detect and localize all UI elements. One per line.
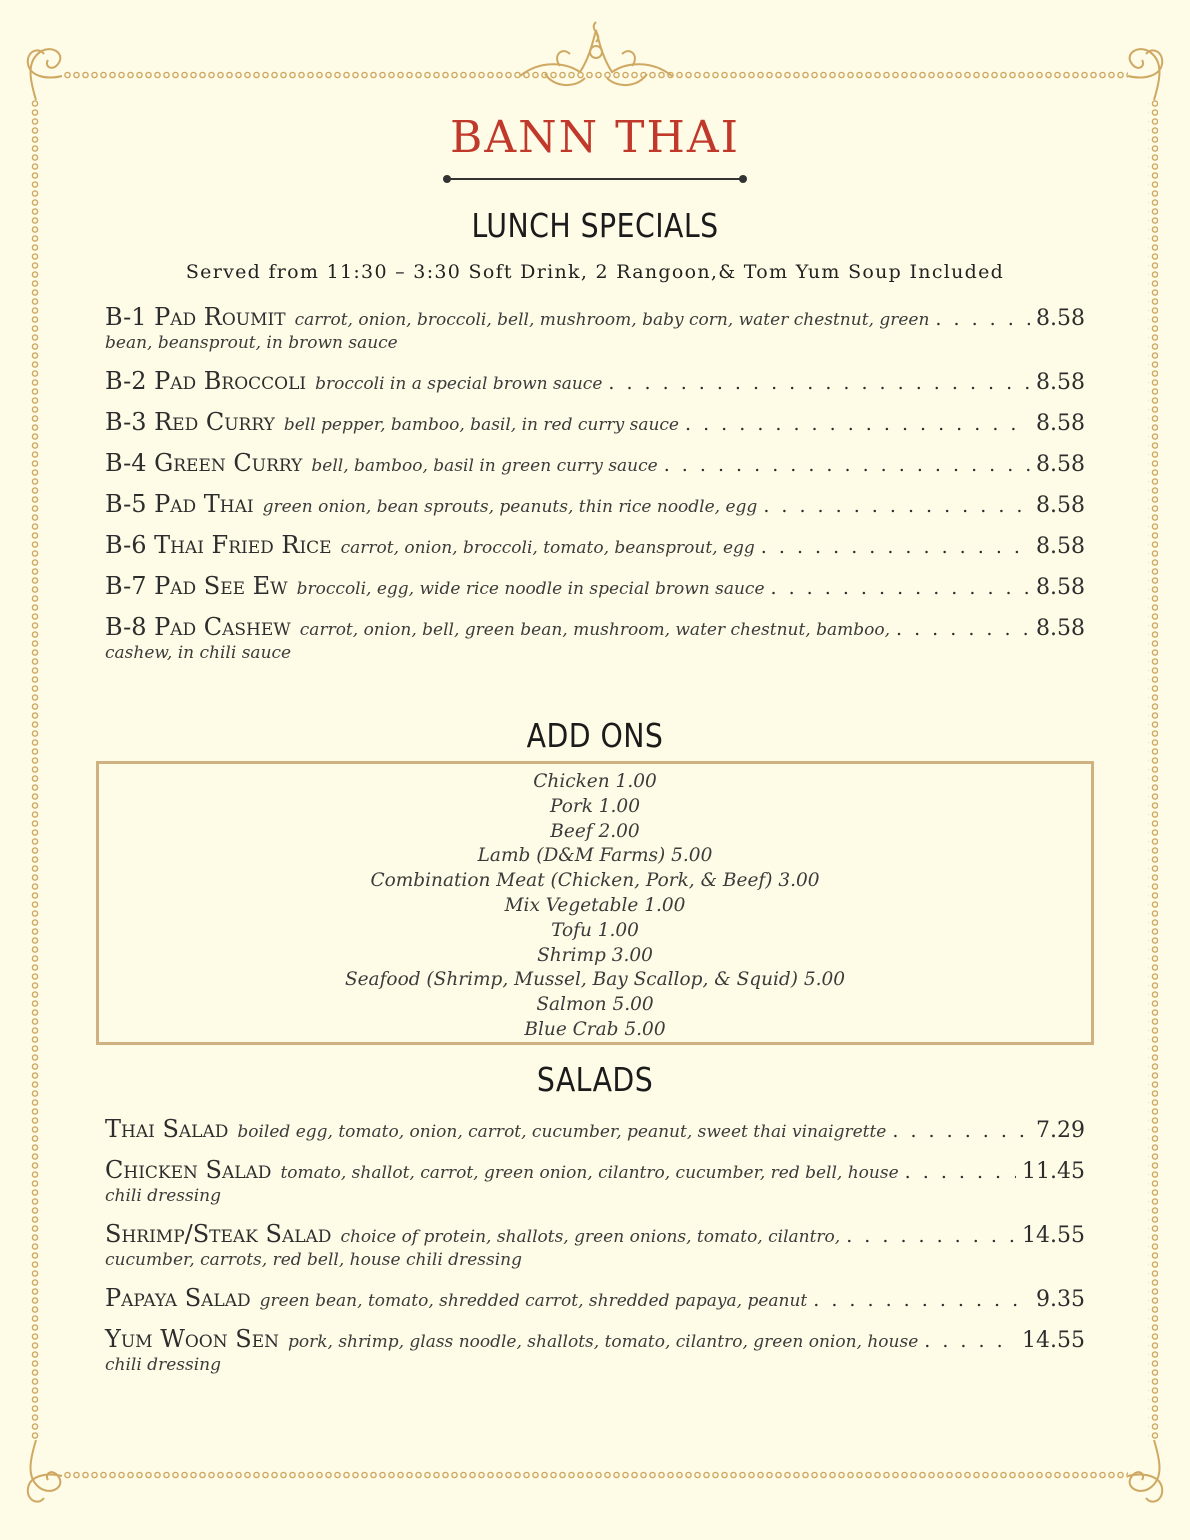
lunch-item-name: B-6 Thai Fried Rice (105, 531, 332, 559)
salad-item-price: 14.55 (1022, 1223, 1085, 1248)
add-ons-box (96, 761, 1094, 1045)
dot-leader (905, 1161, 1016, 1183)
dot-leader (608, 372, 1030, 394)
salads-heading: SALADS (536, 1060, 654, 1099)
dot-leader (846, 1225, 1016, 1247)
lunch-item-description: carrot, onion, broccoli, tomato, beansprout, egg (340, 538, 755, 558)
salads-menu-list (105, 1115, 1085, 1389)
salad-item (105, 1115, 1085, 1143)
salad-item (105, 1284, 1085, 1312)
salad-item-line (105, 1325, 1085, 1353)
dot-leader (813, 1289, 1030, 1311)
salad-item-description: green bean, tomato, shredded carrot, shredded papaya, peanut (259, 1291, 808, 1311)
add-on-item: Combination Meat (Chicken, Pork, & Beef) 3.00 (370, 870, 820, 892)
dot-leader (896, 618, 1030, 640)
lunch-item-line (105, 490, 1085, 518)
salad-item-name: Chicken Salad (105, 1156, 272, 1184)
lunch-item-description: broccoli in a special brown sauce (315, 374, 603, 394)
lunch-item-line (105, 531, 1085, 559)
lunch-item-line (105, 613, 1085, 641)
lunch-item-price: 8.58 (1036, 306, 1085, 331)
lunch-item (105, 531, 1085, 559)
salad-item (105, 1156, 1085, 1206)
salad-item-description-continued: chili dressing (105, 1186, 221, 1206)
restaurant-title: BANN THAI (450, 112, 740, 163)
salad-item-name: Yum Woon Sen (105, 1325, 279, 1353)
lunch-item-name: B-3 Red Curry (105, 408, 275, 436)
lunch-item-line (105, 408, 1085, 436)
lunch-item-name: B-1 Pad Roumit (105, 303, 286, 331)
add-on-item: Beef 2.00 (550, 820, 640, 842)
lunch-item-description-continued: cashew, in chili sauce (105, 643, 292, 663)
lunch-item-name: B-2 Pad Broccoli (105, 367, 307, 395)
dot-leader (924, 1330, 1016, 1352)
lunch-item-name: B-7 Pad See Ew (105, 572, 288, 600)
add-on-item: Tofu 1.00 (551, 919, 639, 941)
lunch-item-name: B-4 Green Curry (105, 449, 303, 477)
lunch-menu-list (105, 303, 1085, 677)
lunch-item-description-continued: bean, beansprout, in brown sauce (105, 333, 398, 353)
salad-item-description: pork, shrimp, glass noodle, shallots, tomato, cilantro, green onion, house (287, 1332, 919, 1352)
salad-item-name: Papaya Salad (105, 1284, 251, 1312)
lunch-item (105, 572, 1085, 600)
salad-item (105, 1325, 1085, 1375)
lunch-item-price: 8.58 (1036, 534, 1085, 559)
lunch-item-price: 8.58 (1036, 493, 1085, 518)
salad-item-line (105, 1220, 1085, 1248)
add-on-item: Lamb (D&M Farms) 5.00 (477, 845, 713, 867)
salad-item-description-continued: chili dressing (105, 1355, 221, 1375)
salad-item-description: tomato, shallot, carrot, green onion, cilantro, cucumber, red bell, house (280, 1163, 899, 1183)
salad-item-price: 11.45 (1022, 1159, 1085, 1184)
lunch-item-description: broccoli, egg, wide rice noodle in special brown sauce (296, 579, 765, 599)
dot-leader (664, 454, 1030, 476)
add-on-item: Seafood (Shrimp, Mussel, Bay Scallop, & Squid) 5.00 (344, 969, 846, 991)
lunch-item (105, 613, 1085, 663)
lunch-item-description: bell, bamboo, basil in green curry sauce (311, 456, 658, 476)
dot-leader (771, 577, 1031, 599)
add-on-item: Chicken 1.00 (533, 771, 657, 792)
add-on-item: Salmon 5.00 (536, 994, 654, 1016)
add-on-item: Mix Vegetable 1.00 (504, 894, 686, 916)
dot-leader (763, 495, 1030, 517)
salad-item-price: 7.29 (1036, 1118, 1085, 1143)
lunch-item-price: 8.58 (1036, 411, 1085, 436)
lunch-item-line (105, 367, 1085, 395)
lunch-item-line (105, 303, 1085, 331)
lunch-item (105, 449, 1085, 477)
lunch-item-description: bell pepper, bamboo, basil, in red curry sauce (283, 415, 679, 435)
salad-item-price: 9.35 (1036, 1287, 1085, 1312)
lunch-item-name: B-5 Pad Thai (105, 490, 254, 518)
salad-item-description: choice of protein, shallots, green onions, tomato, cilantro, (340, 1227, 841, 1247)
salad-item-line (105, 1284, 1085, 1312)
lunch-item (105, 303, 1085, 353)
salad-item-line (105, 1115, 1085, 1143)
lunch-item-line (105, 572, 1085, 600)
lunch-item-description: carrot, onion, broccoli, bell, mushroom, baby corn, water chestnut, green (294, 310, 930, 330)
lunch-item-line (105, 449, 1085, 477)
salad-item-name: Thai Salad (105, 1115, 229, 1143)
lunch-item-description: carrot, onion, bell, green bean, mushroom, water chestnut, bamboo, (299, 620, 891, 640)
lunch-item-price: 8.58 (1036, 370, 1085, 395)
dot-leader (892, 1120, 1030, 1142)
dot-leader (935, 308, 1030, 330)
lunch-item-price: 8.58 (1036, 452, 1085, 477)
title-divider (441, 172, 749, 186)
lunch-hours-note: Served from 11:30 – 3:30 Soft Drink, 2 Rangoon,& Tom Yum Soup Included (185, 261, 1005, 283)
add-on-item: Pork 1.00 (550, 795, 640, 817)
salad-item-description-continued: cucumber, carrots, red bell, house chili dressing (105, 1250, 522, 1270)
salad-item-description: boiled egg, tomato, onion, carrot, cucumber, peanut, sweet thai vinaigrette (237, 1122, 887, 1142)
add-ons-list (99, 764, 1091, 1043)
salad-item-line (105, 1156, 1085, 1184)
add-on-item: Blue Crab 5.00 (524, 1018, 666, 1040)
lunch-specials-heading: LUNCH SPECIALS (471, 206, 719, 245)
salad-item-price: 14.55 (1022, 1328, 1085, 1353)
lunch-item-description: green onion, bean sprouts, peanuts, thin rice noodle, egg (262, 497, 758, 517)
lunch-item (105, 367, 1085, 395)
salad-item (105, 1220, 1085, 1270)
lunch-item (105, 490, 1085, 518)
add-ons-heading: ADD ONS (526, 716, 664, 755)
dot-leader (761, 536, 1030, 558)
lunch-item-price: 8.58 (1036, 616, 1085, 641)
dot-leader (685, 413, 1030, 435)
lunch-item-price: 8.58 (1036, 575, 1085, 600)
lunch-item (105, 408, 1085, 436)
add-on-item: Shrimp 3.00 (537, 944, 653, 966)
salad-item-name: Shrimp/Steak Salad (105, 1220, 332, 1248)
lunch-item-name: B-8 Pad Cashew (105, 613, 291, 641)
